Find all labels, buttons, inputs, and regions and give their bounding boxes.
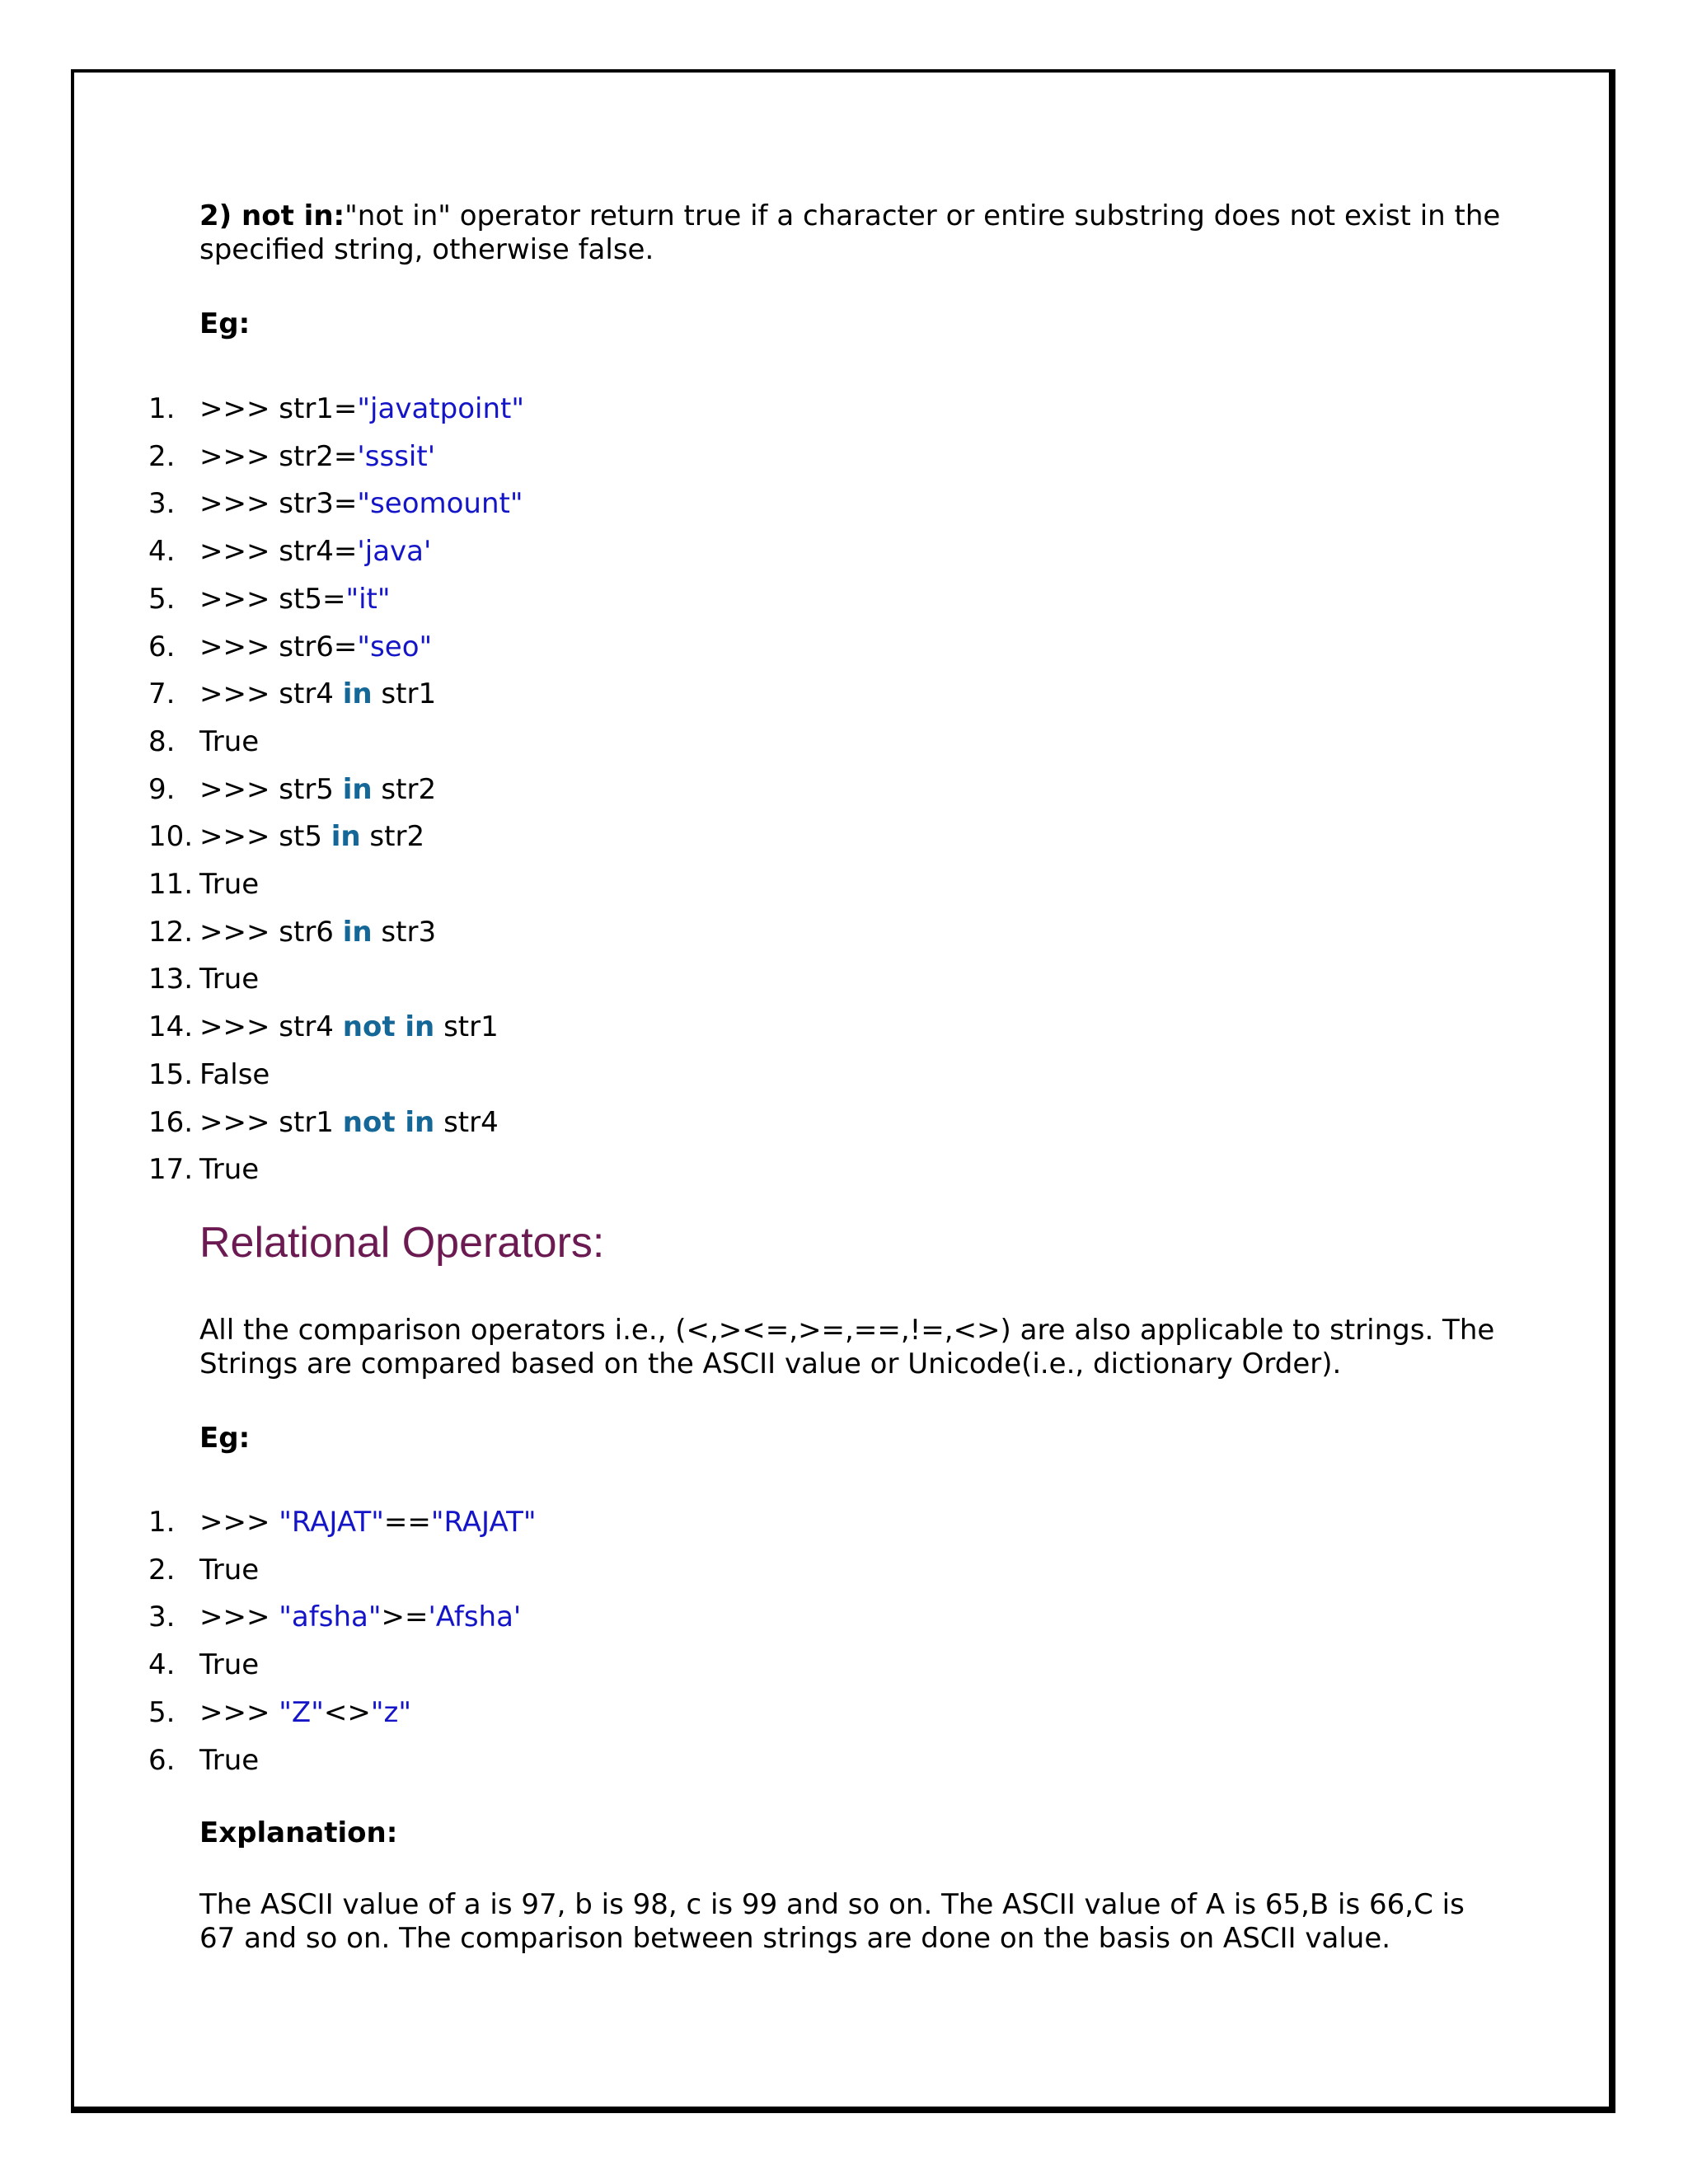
not-in-description	[199, 199, 1502, 267]
code-token: False	[199, 1057, 270, 1091]
section-heading-relational: Relational Operators:	[199, 1219, 605, 1267]
line-number: 16.	[148, 1105, 194, 1139]
code-token: >>> str4=	[199, 535, 358, 569]
string-literal: "RAJAT"	[430, 1506, 537, 1539]
code-text	[199, 718, 259, 766]
code-text	[199, 385, 524, 433]
line-number: 8.	[148, 724, 176, 758]
example-label-1: Eg:	[199, 307, 251, 340]
code-text	[199, 1689, 411, 1736]
code-token: str2	[360, 820, 425, 854]
code-text	[199, 623, 432, 671]
code-token: True	[199, 1153, 260, 1187]
code-token: >>>	[199, 1601, 279, 1634]
string-literal: 'java'	[357, 535, 432, 569]
code-text	[199, 1099, 499, 1146]
string-literal: "it"	[345, 582, 391, 616]
code-token: str1	[372, 677, 437, 711]
line-number: 9.	[148, 772, 176, 806]
line-number: 2.	[148, 439, 176, 473]
code-token: <>	[323, 1695, 371, 1729]
line-number: 11.	[148, 868, 194, 901]
example-label-2: Eg:	[199, 1422, 251, 1455]
line-number: 2.	[148, 1553, 176, 1586]
code-token: str1	[434, 1010, 499, 1044]
explanation-text: The ASCII value of a is 97, b is 98, c is 99 and so on. The ASCII value of A is 65,B is 66,C is 67 and so on. The comparison between strings are done on the basis on ASCII value.	[199, 1888, 1465, 1955]
code-text	[199, 813, 424, 860]
code-token: >>> st5	[199, 820, 331, 854]
code-text	[199, 1498, 536, 1546]
code-token: >>>	[199, 1695, 279, 1729]
line-number: 1.	[148, 392, 176, 425]
code-text	[199, 1736, 259, 1784]
code-text	[199, 575, 391, 623]
code-token: >>> str3=	[199, 487, 358, 521]
code-token: str2	[372, 772, 437, 806]
line-number: 10.	[148, 820, 194, 854]
keyword: in	[331, 820, 361, 854]
code-text	[199, 860, 259, 908]
page-frame	[71, 69, 1615, 2113]
code-token: str4	[434, 1105, 499, 1139]
code-token: >=	[381, 1601, 429, 1634]
code-token: >>> str6	[199, 915, 343, 949]
code-text	[199, 1051, 270, 1099]
code-token: >>> str2=	[199, 439, 358, 473]
code-token: str3	[372, 915, 437, 949]
string-literal: "afsha"	[279, 1601, 382, 1634]
code-token: >>> st5=	[199, 582, 346, 616]
string-literal: "seomount"	[357, 487, 523, 521]
code-text	[199, 433, 435, 480]
code-token: >>> str4	[199, 1010, 343, 1044]
line-number: 3.	[148, 1601, 176, 1634]
keyword: not in	[342, 1105, 435, 1139]
code-text	[199, 955, 259, 1003]
code-text	[199, 766, 436, 813]
code-token: True	[199, 1553, 260, 1586]
line-number: 1.	[148, 1506, 176, 1539]
string-literal: "Z"	[279, 1695, 324, 1729]
explanation-label: Explanation:	[199, 1816, 398, 1849]
code-token: >>> str5	[199, 772, 343, 806]
line-number: 7.	[148, 677, 176, 711]
line-number: 4.	[148, 535, 176, 569]
code-text	[199, 527, 431, 575]
code-text	[199, 1641, 259, 1689]
code-token: True	[199, 963, 260, 996]
string-literal: "z"	[370, 1695, 411, 1729]
code-text	[199, 1146, 259, 1193]
line-number: 3.	[148, 487, 176, 521]
code-text	[199, 1003, 499, 1051]
string-literal: 'sssit'	[357, 439, 436, 473]
line-number: 13.	[148, 963, 194, 996]
code-token: True	[199, 1743, 260, 1777]
string-literal: "seo"	[357, 630, 433, 663]
code-token: True	[199, 1648, 260, 1682]
code-token: >>> str4	[199, 677, 343, 711]
string-literal: "javatpoint"	[357, 392, 524, 425]
code-token: True	[199, 868, 260, 901]
code-text	[199, 1593, 521, 1641]
code-text	[199, 670, 436, 718]
line-number: 4.	[148, 1648, 176, 1682]
code-text	[199, 908, 436, 956]
line-number: 12.	[148, 915, 194, 949]
line-number: 6.	[148, 1743, 176, 1777]
code-token: >>> str6=	[199, 630, 358, 663]
keyword: in	[342, 677, 373, 711]
code-token: >>> str1	[199, 1105, 343, 1139]
code-token: >>>	[199, 1506, 279, 1539]
string-literal: "RAJAT"	[279, 1506, 384, 1539]
not-in-label: 2) not in:	[199, 199, 345, 232]
code-token: ==	[383, 1506, 431, 1539]
line-number: 5.	[148, 1695, 176, 1729]
line-number: 17.	[148, 1153, 194, 1187]
line-number: 5.	[148, 582, 176, 616]
string-literal: 'Afsha'	[428, 1601, 522, 1634]
keyword: in	[342, 772, 373, 806]
keyword: not in	[342, 1010, 435, 1044]
keyword: in	[342, 915, 373, 949]
code-text	[199, 480, 523, 527]
relational-intro: All the comparison operators i.e., (<,><=,>=,==,!=,<>) are also applicable to strings. The Strings are compared based on the ASCII value or Unicode(i.e., dictionary Order).	[199, 1314, 1495, 1380]
line-number: 6.	[148, 630, 176, 663]
code-text	[199, 1546, 259, 1594]
not-in-text: "not in" operator return true if a character or entire substring does not exist in the specified string, otherwise false.	[199, 199, 1501, 266]
code-token: True	[199, 724, 260, 758]
line-number: 14.	[148, 1010, 194, 1044]
line-number: 15.	[148, 1057, 194, 1091]
code-token: >>> str1=	[199, 392, 358, 425]
